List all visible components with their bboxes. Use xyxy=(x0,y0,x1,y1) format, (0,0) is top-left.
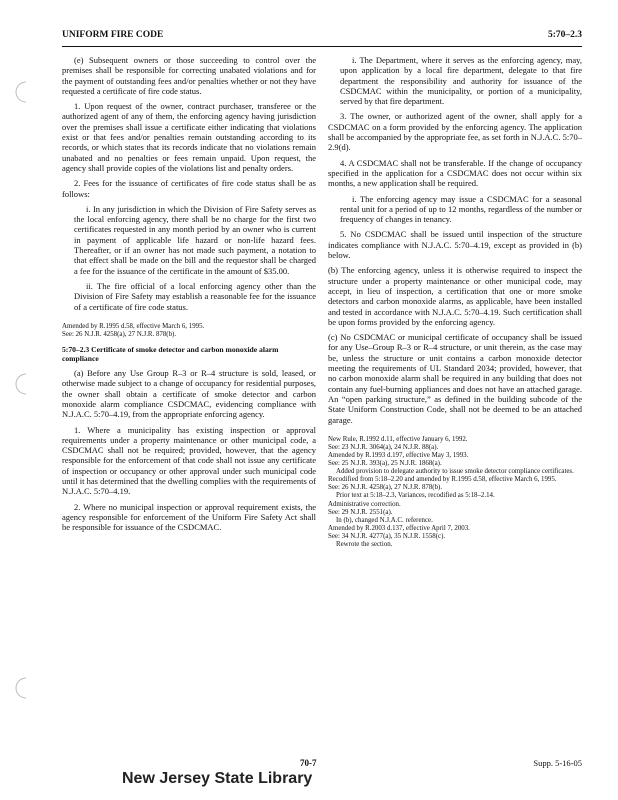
history-note: Prior text at 5:18–2.3, Variances, recodified as 5:18–2.14. xyxy=(336,492,495,500)
punch-hole-icon xyxy=(10,372,32,396)
item-a-3: 3. The owner, or authorized agent of the owner, shall apply for a CSDCMAC on a form provided by the enforcing agency. The application shall be accompanied by the appropriate fee, as set forth in N.J.A.C. 5:70–2.9(d). xyxy=(328,111,582,153)
item-2-i: i. In any jurisdiction in which the Division of Fire Safety serves as the local enforcing agency, there shall be no charge for the first two certificates requested in any month period by an owner who is current in payment of applicable life hazard or non-life hazard fees. Thereafter, or if an owner has not made such payment, a notation to that effect shall be made on the bill and the requestor shall be charged a fee for the issuance of the certificate in the amount of $35.00. xyxy=(74,203,316,276)
item-a-4: 4. A CSDCMAC shall not be transferable. If the change of occupancy specified in the application for a CSDCMAC does not occur within six months, a new application shall be required. xyxy=(328,157,582,189)
history-note: See: 34 N.J.R. 4277(a), 35 N.J.R. 1558(c). xyxy=(328,532,446,540)
history-note: Amended by R.1993 d.197, effective May 3, 1993. xyxy=(328,451,469,459)
item-a-1: 1. Where a municipality has existing inspection or approval requirements under a property maintenance or other municipal code, a CSDCMAC shall not be required; provided, however, that the agency responsible for the enforcement of that code shall not issue any certificate of inspection or occupancy or other approval under such municipal code until it has determined that the dwelling complies with the requirements of N.J.A.C. 5:70–4.19. xyxy=(62,424,316,497)
item-a-4-i: i. The enforcing agency may issue a CSDCMAC for a seasonal rental unit for a period of up to 12 months, regardless of the number or frequency of changes in tenancy. xyxy=(340,193,582,225)
history-note: See: 26 N.J.R. 4258(a), 27 N.J.R. 878(b). xyxy=(328,484,443,492)
paragraph-b: (b) The enforcing agency, unless it is otherwise required to inspect the structure under a property maintenance or other municipal code, may accept, in lieu of inspection, a certification that one or more smoke detectors and carbon monoxide alarms, as applicable, have been installed and tested in accordance with N.J.A.C. 5:70–4.19. Such certification shall be upon forms provided by the enforcing agency. xyxy=(328,265,582,327)
history-note: See: 26 N.J.R. 4258(a), 27 N.J.R. 878(b). xyxy=(62,330,177,338)
history-list xyxy=(328,436,582,549)
page-number: 70-7 xyxy=(300,758,317,768)
item-2-ii: ii. The fire official of a local enforcing agency other than the Division of Fire Safety may establish a reasonable fee for the issuance of a certificate of fire code status. xyxy=(74,280,316,312)
item-a-5: 5. No CSDCMAC shall be issued until inspection of the structure indicates compliance with N.J.A.C. 5:70–4.19, except as provided in (b) below. xyxy=(328,229,582,261)
history-note: See: 25 N.J.R. 393(a), 25 N.J.R. 1868(a). xyxy=(328,460,442,468)
paragraph-e: (e) Subsequent owners or those succeeding to control over the premises shall be responsible for correcting unabated violations and for the payment of outstanding fees and/or penalties whether or not they have requested a certificate of fire code status. xyxy=(62,55,316,96)
section-heading: 5:70–2.3 Certificate of smoke detector and carbon monoxide alarm compliance xyxy=(62,345,279,364)
history-note: See: 29 N.J.R. 2551(a). xyxy=(328,508,393,516)
punch-hole-icon xyxy=(10,676,32,700)
history-note: See: 23 N.J.R. 3064(a), 24 N.J.R. 88(a). xyxy=(328,443,439,451)
right-column xyxy=(328,55,582,549)
left-column xyxy=(62,55,316,537)
header-title: UNIFORM FIRE CODE xyxy=(62,30,164,40)
history-note: Added provision to delegate authority to issue smoke detector compliance certificates. xyxy=(336,468,574,476)
paragraph-a: (a) Before any Use Group R–3 or R–4 structure is sold, leased, or otherwise made subject to a change of occupancy for residential purposes, the owner shall obtain a certificate of smoke detector and carbon monoxide alarm compliance CSDCMAC, evidencing compliance with N.J.A.C. 5:70–4.19, from the appropriate enforcing agency. xyxy=(62,368,316,420)
header-rule xyxy=(62,46,582,47)
history-note: Recodified from 5:18–2.20 and amended by R.1995 d.58, effective March 6, 1995. xyxy=(328,476,557,484)
item-a-2: 2. Where no municipal inspection or approval requirement exists, the agency responsible for enforcement of the Uniform Fire Safety Act shall be responsible for issuance of the CSDCMAC. xyxy=(62,501,316,533)
library-stamp: New Jersey State Library xyxy=(122,770,313,787)
history-note: New Rule, R.1992 d.11, effective January 6, 1992. xyxy=(328,435,468,443)
item-1: 1. Upon request of the owner, contract purchaser, transferee or the authorized agent of any of them, the enforcing agency having jurisdiction over the premises shall issue a certificate either indicating that violations exist or that fees and/or penalties remain outstanding according to its records, or which states that its records indicate that no violations remain unabated and no penalties or fees remain unpaid. Upon request, the agency shall provide copies of the violations list and penalty orders. xyxy=(62,101,316,173)
item-a-2-i: i. The Department, where it serves as the enforcing agency, may, upon application by a local fire department, delegate to that fire department the responsibility and authority for issuance of the CSDCMAC within the municipality, or portion of a municipality, served by that fire department. xyxy=(340,55,582,107)
history-note: Amended by R.2003 d.137, effective April 7, 2003. xyxy=(328,524,470,532)
paragraph-c: (c) No CSDCMAC or municipal certificate of occupancy shall be issued for any Use–Group R–3 or R–4 structure, or unit therein, as the case may be, unless the structure or unit contains a carbon monoxide detector meeting the requirements of UL Standard 2034; provided, however, that no carbon monoxide alarm shall be required in any building that does not contain any fuel-burning appliances and does not have an attached garage. An “open parking structure,” as defined in the building subcode of the State Uniform Construction Code, shall not be deemed to be an attached garage. xyxy=(328,332,582,425)
punch-hole-icon xyxy=(10,80,32,104)
supplement-date: Supp. 5-16-05 xyxy=(533,758,582,768)
history-note: In (b), changed N.J.A.C. reference. xyxy=(336,516,433,524)
history-note: Amended by R.1995 d.58, effective March 6, 1995. xyxy=(62,322,205,330)
item-2: 2. Fees for the issuance of certificates of fire code status shall be as follows: xyxy=(62,178,316,199)
history-note: Administrative correction. xyxy=(328,500,401,508)
running-header xyxy=(62,30,582,44)
header-section-number: 5:70–2.3 xyxy=(547,30,582,40)
history-note: Rewrote the section. xyxy=(336,541,393,549)
